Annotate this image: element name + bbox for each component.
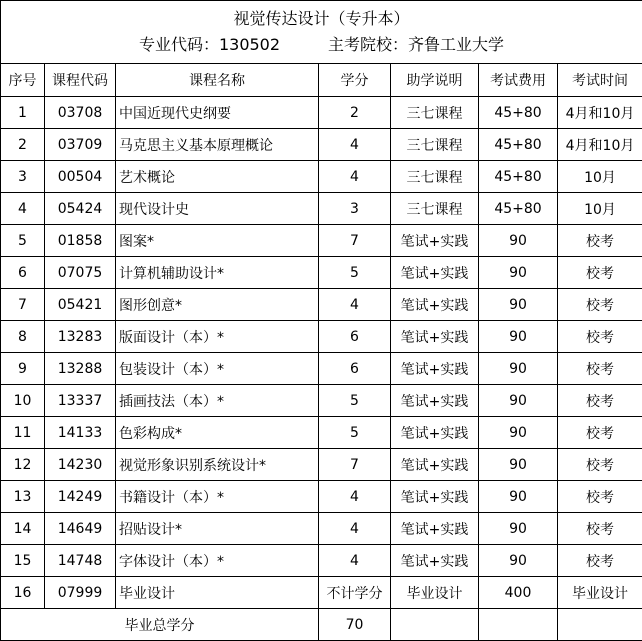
cell-code: 13288	[45, 353, 116, 385]
cell-code: 07075	[45, 257, 116, 289]
cell-credit: 4	[319, 481, 391, 513]
cell-time: 校考	[558, 513, 642, 545]
cell-fee: 45+80	[479, 97, 558, 129]
cell-credit: 3	[319, 193, 391, 225]
cell-credit: 4	[319, 545, 391, 577]
cell-seq: 11	[1, 417, 45, 449]
cell-seq: 12	[1, 449, 45, 481]
cell-code: 03708	[45, 97, 116, 129]
cell-fee: 90	[479, 545, 558, 577]
cell-seq: 7	[1, 289, 45, 321]
cell-code: 05424	[45, 193, 116, 225]
cell-fee: 90	[479, 321, 558, 353]
cell-note: 三七课程	[391, 97, 479, 129]
cell-credit: 5	[319, 385, 391, 417]
cell-credit: 4	[319, 513, 391, 545]
cell-note: 笔试+实践	[391, 321, 479, 353]
cell-fee: 400	[479, 577, 558, 609]
table-row	[1, 97, 642, 129]
major-title: 视觉传达设计（专升本）	[233, 9, 410, 28]
cell-note: 笔试+实践	[391, 289, 479, 321]
cell-fee: 90	[479, 385, 558, 417]
table-row	[1, 577, 642, 609]
cell-time: 10月	[558, 193, 642, 225]
table-row	[1, 513, 642, 545]
table-row	[1, 417, 642, 449]
empty-cell	[558, 609, 642, 641]
cell-note: 笔试+实践	[391, 225, 479, 257]
header-time: 考试时间	[558, 64, 642, 97]
table-row	[1, 321, 642, 353]
cell-name: 图形创意*	[116, 289, 319, 321]
cell-fee: 90	[479, 225, 558, 257]
table-row	[1, 449, 642, 481]
cell-name: 插画技法（本）*	[116, 385, 319, 417]
cell-seq: 1	[1, 97, 45, 129]
title-row	[1, 1, 642, 64]
cell-credit: 5	[319, 257, 391, 289]
cell-seq: 15	[1, 545, 45, 577]
cell-time: 校考	[558, 449, 642, 481]
table-row	[1, 353, 642, 385]
cell-fee: 90	[479, 449, 558, 481]
cell-note: 笔试+实践	[391, 449, 479, 481]
cell-seq: 2	[1, 129, 45, 161]
cell-time: 校考	[558, 321, 642, 353]
table-row	[1, 161, 642, 193]
cell-seq: 16	[1, 577, 45, 609]
cell-note: 毕业设计	[391, 577, 479, 609]
table-row	[1, 225, 642, 257]
header-fee: 考试费用	[479, 64, 558, 97]
cell-note: 笔试+实践	[391, 417, 479, 449]
cell-code: 03709	[45, 129, 116, 161]
empty-cell	[391, 609, 479, 641]
cell-name: 包装设计（本）*	[116, 353, 319, 385]
cell-seq: 14	[1, 513, 45, 545]
cell-seq: 9	[1, 353, 45, 385]
header-note: 助学说明	[391, 64, 479, 97]
cell-note: 笔试+实践	[391, 353, 479, 385]
cell-name: 色彩构成*	[116, 417, 319, 449]
cell-name: 计算机辅助设计*	[116, 257, 319, 289]
cell-fee: 90	[479, 257, 558, 289]
cell-note: 三七课程	[391, 161, 479, 193]
table-row	[1, 257, 642, 289]
total-credits: 70	[319, 609, 391, 641]
cell-credit: 不计学分	[319, 577, 391, 609]
cell-note: 三七课程	[391, 193, 479, 225]
cell-credit: 2	[319, 97, 391, 129]
cell-code: 01858	[45, 225, 116, 257]
table-row	[1, 289, 642, 321]
cell-fee: 45+80	[479, 129, 558, 161]
cell-code: 07999	[45, 577, 116, 609]
cell-name: 马克思主义基本原理概论	[116, 129, 319, 161]
cell-name: 书籍设计（本）*	[116, 481, 319, 513]
cell-name: 毕业设计	[116, 577, 319, 609]
cell-code: 00504	[45, 161, 116, 193]
cell-code: 14748	[45, 545, 116, 577]
cell-fee: 45+80	[479, 193, 558, 225]
cell-time: 校考	[558, 385, 642, 417]
cell-seq: 4	[1, 193, 45, 225]
cell-fee: 90	[479, 353, 558, 385]
cell-name: 招贴设计*	[116, 513, 319, 545]
cell-seq: 5	[1, 225, 45, 257]
major-info: 专业代码：130502 主考院校：齐鲁工业大学	[138, 35, 505, 54]
cell-credit: 7	[319, 225, 391, 257]
cell-code: 13337	[45, 385, 116, 417]
cell-name: 版面设计（本）*	[116, 321, 319, 353]
cell-fee: 45+80	[479, 161, 558, 193]
cell-code: 13283	[45, 321, 116, 353]
table-row	[1, 129, 642, 161]
header-row	[1, 64, 642, 97]
cell-seq: 3	[1, 161, 45, 193]
empty-cell	[479, 609, 558, 641]
table-row	[1, 545, 642, 577]
cell-credit: 6	[319, 353, 391, 385]
cell-fee: 90	[479, 417, 558, 449]
cell-code: 14230	[45, 449, 116, 481]
cell-time: 校考	[558, 545, 642, 577]
cell-code: 14249	[45, 481, 116, 513]
cell-time: 毕业设计	[558, 577, 642, 609]
cell-name: 艺术概论	[116, 161, 319, 193]
cell-time: 校考	[558, 289, 642, 321]
total-row	[1, 609, 642, 641]
cell-credit: 7	[319, 449, 391, 481]
cell-note: 笔试+实践	[391, 513, 479, 545]
cell-credit: 4	[319, 129, 391, 161]
header-seq: 序号	[1, 64, 45, 97]
table-row	[1, 481, 642, 513]
cell-seq: 10	[1, 385, 45, 417]
cell-note: 笔试+实践	[391, 385, 479, 417]
cell-time: 校考	[558, 257, 642, 289]
cell-time: 校考	[558, 481, 642, 513]
cell-name: 中国近现代史纲要	[116, 97, 319, 129]
cell-note: 三七课程	[391, 129, 479, 161]
cell-name: 现代设计史	[116, 193, 319, 225]
cell-code: 14649	[45, 513, 116, 545]
cell-credit: 6	[319, 321, 391, 353]
header-code: 课程代码	[45, 64, 116, 97]
cell-seq: 8	[1, 321, 45, 353]
cell-code: 05421	[45, 289, 116, 321]
cell-time: 校考	[558, 353, 642, 385]
cell-name: 视觉形象识别系统设计*	[116, 449, 319, 481]
cell-time: 4月和10月	[558, 129, 642, 161]
cell-note: 笔试+实践	[391, 545, 479, 577]
cell-name: 字体设计（本）*	[116, 545, 319, 577]
total-label: 毕业总学分	[1, 609, 319, 641]
cell-credit: 4	[319, 289, 391, 321]
cell-note: 笔试+实践	[391, 257, 479, 289]
cell-fee: 90	[479, 481, 558, 513]
table-row	[1, 193, 642, 225]
cell-seq: 13	[1, 481, 45, 513]
cell-fee: 90	[479, 289, 558, 321]
cell-name: 图案*	[116, 225, 319, 257]
cell-time: 10月	[558, 161, 642, 193]
cell-credit: 5	[319, 417, 391, 449]
table-row	[1, 385, 642, 417]
cell-credit: 4	[319, 161, 391, 193]
cell-seq: 6	[1, 257, 45, 289]
header-name: 课程名称	[116, 64, 319, 97]
cell-fee: 90	[479, 513, 558, 545]
cell-time: 4月和10月	[558, 97, 642, 129]
cell-note: 笔试+实践	[391, 481, 479, 513]
header-credit: 学分	[319, 64, 391, 97]
cell-code: 14133	[45, 417, 116, 449]
cell-time: 校考	[558, 225, 642, 257]
cell-time: 校考	[558, 417, 642, 449]
title-cell	[1, 1, 642, 64]
